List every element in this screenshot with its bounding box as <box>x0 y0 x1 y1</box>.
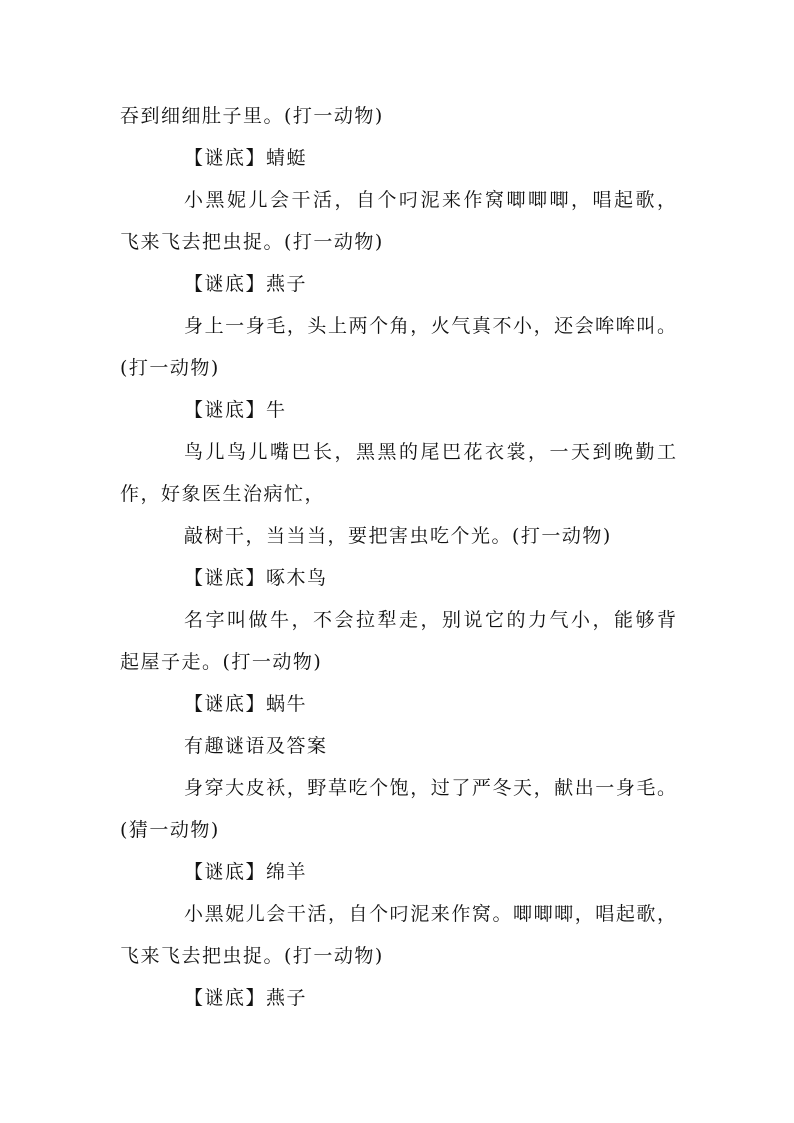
text-line: 起屋子走。(打一动物) <box>120 651 323 673</box>
answer-line: 【谜底】燕子 <box>184 273 308 295</box>
riddle-line: 小黑妮儿会干活，自个叼泥来作窝唧唧唧，唱起歌， <box>184 189 676 211</box>
text-line: 飞来飞去把虫捉。(打一动物) <box>120 231 384 253</box>
answer-line: 【谜底】蜗牛 <box>184 693 308 715</box>
answer-line: 【谜底】蜻蜓 <box>184 147 308 169</box>
answer-line: 【谜底】牛 <box>184 399 287 421</box>
text-line: 作，好象医生治病忙， <box>120 483 326 505</box>
riddle-line: 身穿大皮袄，野草吃个饱，过了严冬天，献出一身毛。 <box>184 777 676 799</box>
answer-line: 【谜底】啄木鸟 <box>184 567 328 589</box>
riddle-line: 小黑妮儿会干活，自个叼泥来作窝。唧唧唧，唱起歌， <box>184 903 676 925</box>
riddle-line: 敲树干，当当当，要把害虫吃个光。(打一动物) <box>184 525 612 547</box>
riddle-line: 鸟儿鸟儿嘴巴长，黑黑的尾巴花衣裳，一天到晚勤工 <box>184 441 676 463</box>
text-line: 吞到细细肚子里。(打一动物) <box>120 105 384 127</box>
section-heading: 有趣谜语及答案 <box>184 735 328 757</box>
answer-line: 【谜底】绵羊 <box>184 861 308 883</box>
answer-line: 【谜底】燕子 <box>184 987 308 1009</box>
riddle-line: 身上一身毛，头上两个角，火气真不小，还会哞哞叫。 <box>184 315 676 337</box>
riddle-line: 名字叫做牛，不会拉犁走，别说它的力气小，能够背 <box>184 609 676 631</box>
text-line: (打一动物) <box>120 357 220 379</box>
text-line: 飞来飞去把虫捉。(打一动物) <box>120 945 384 967</box>
text-line: (猜一动物) <box>120 819 220 841</box>
